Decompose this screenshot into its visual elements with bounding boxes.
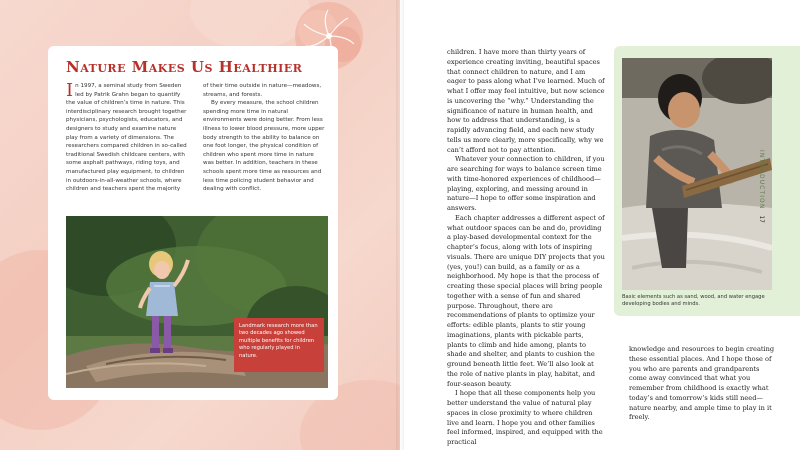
body-text-main <box>447 48 605 448</box>
sidebar-title: Nature Makes Us Healthier <box>66 58 303 76</box>
drop-cap: I <box>66 80 74 101</box>
body-paragraph: knowledge and resources to begin creating these essential places. And I hope those of you who are parents and grandparents come away convinced that what you remember from childhood is exactly what today’s and tomorrow’s kids still need—nature nearby, and ample time to play in it freely. <box>629 345 775 422</box>
page-number: 17 <box>758 215 764 223</box>
sidebar-column-1 <box>66 82 189 194</box>
body-paragraph: I hope that all these components help you better understand the value of natural play spaces in close proximity to where children live and learn. I hope you and other families feel informed, inspired, and equipped with the practical <box>447 389 603 446</box>
sidebar-card <box>48 46 338 400</box>
body-text-bottom <box>629 345 779 423</box>
running-head <box>754 150 764 230</box>
body-paragraph: children. I have more than thirty years of experience creating inviting, beautiful spaces that connect children to nature, and I am eager to pass along what I’ve learned. Much of what I offer may feel intuitive, but now science is uncovering the “why.” Understanding the significance of nature in human health, and how to address that understanding, is a rapidly advancing field, and each new study tells us more clearly, more specifically, why we can’t afford not to pay attention. <box>447 48 605 154</box>
boy-with-wood-photo <box>622 58 772 290</box>
body-paragraph: Each chapter addresses a different aspect of what outdoor spaces can be and do, providing a play-based developmental context for the chapter’s focus, along with lots of inspiring visuals. There are unique DIY projects that you (yes, you!) can build, as a family or as a neighborhood. My hope is that the process of creating these special places will bring people together with a sense of fun and shared purpose. Throughout, there are recommendations of plants to optimize your efforts: edible plants, plants to stir young imaginations, plants with pickable parts, plants to climb and hide among, plants to shade and shelter, and plants to cushion the ground beneath little feet. We’ll also look at the role of native plants in play, habitat, and four-season beauty. <box>447 213 605 388</box>
photo-caption-left: Landmark research more than two decades ago showed multiple benefits for children who regularly played in nature. <box>234 318 324 372</box>
photo-caption-right: Basic elements such as sand, wood, and water engage developing bodies and minds. <box>622 294 765 308</box>
body-paragraph: Whatever your connection to children, if you are searching for ways to balance screen time with time-honored experiences of childhood—playing, exploring, and messing around in nature—I hope to offer some inspiration and answers. <box>447 155 605 212</box>
running-head-label: INTRODUCTION <box>758 150 764 210</box>
sidebar-paragraph: of their time outside in nature—meadows, streams, and forests. <box>203 83 322 98</box>
sidebar-column-2 <box>203 82 326 194</box>
book-gutter <box>396 0 404 450</box>
sidebar-paragraph: n 1997, a seminal study from Sweden led by Patrik Grahn began to quantify the value of children’s time in nature. This interdisciplinary research brought together physicians, psychologists, educators, and designers to study and examine nature play from a variety of dimensions. The researchers compared children in so-called traditional Swedish childcare centers, with some asphalt pathways, riding toys, and manufactured play equipment, to children in outdoors-in-all-weather schools, where children and teachers spent the majority <box>66 83 187 193</box>
sidebar-paragraph: By every measure, the school children spending more time in natural environments were doing better. From less illness to lower blood pressure, more upper body strength to the ability to balance on one foot longer, the physical condition of children who spent more time in nature was better. In addition, teachers in these schools spent more time as resources and less time policing student behavior and dealing with conflict. <box>203 100 325 193</box>
